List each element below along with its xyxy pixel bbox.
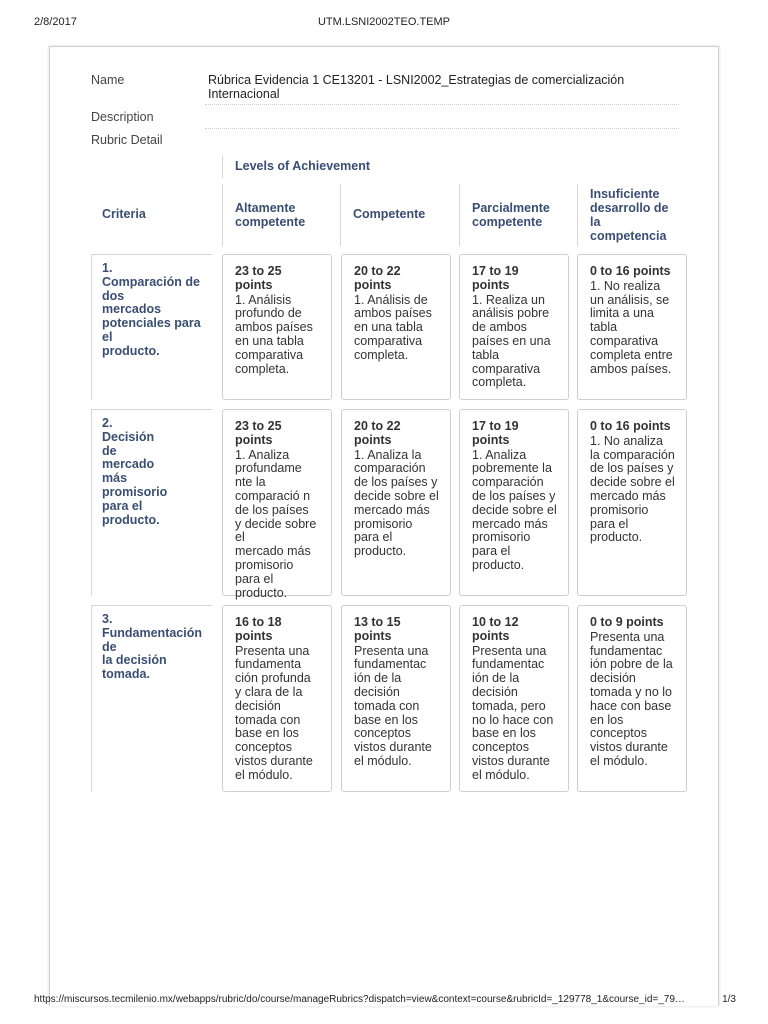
cell-points: 20 to 22 points: [354, 419, 401, 447]
print-date: 2/8/2017: [34, 16, 77, 28]
level-header-insuficiente: Insuficiente desarrollo de la competencia: [590, 187, 669, 243]
cell-description: 1. Analiza profundame nte la comparació n de los países y decide sobre el mercado más promisorio para el producto.: [235, 447, 317, 600]
rubric-cell: [341, 605, 451, 792]
criterion-2: 2. Decisión de mercado más promisorio para el producto.: [102, 416, 168, 527]
rubric-name: Rúbrica Evidencia 1 CE13201 - LSNI2002_Estrategias de comercialización Internacional: [208, 73, 625, 101]
cell-points: 23 to 25 points: [235, 264, 282, 292]
divider: [205, 104, 679, 105]
cell-points: 17 to 19 points: [472, 419, 519, 447]
cell-description: 1. Análisis de ambos países en una tabla comparativa completa.: [354, 292, 432, 362]
rubric-cell: [459, 605, 569, 792]
column-separator: [577, 184, 578, 246]
rubric-cell: [222, 409, 332, 600]
cell-description: 1. No analiza la comparación de los países y decide sobre el mercado más promisorio para el producto.: [590, 433, 675, 545]
level-header-parcialmente: Parcialmente competente: [472, 201, 550, 229]
print-page-title: UTM.LSNI2002TEO.TEMP: [317, 16, 451, 28]
cell-points: 10 to 12 points: [472, 615, 519, 643]
criteria-header: Criteria: [102, 207, 146, 221]
rubric-cell: [222, 605, 332, 792]
rubric-cell: [577, 254, 687, 400]
row-separator: [91, 254, 92, 400]
cell-description: Presenta una fundamentac ión de la decisión tomada con base en los conceptos vistos durante el módulo.: [354, 643, 432, 768]
row-separator: [91, 409, 92, 596]
rubric-cell: [459, 409, 569, 596]
cell-description: Presenta una fundamenta ción profunda y clara de la decisión tomada con base en los conceptos vistos durante el módulo.: [235, 643, 313, 782]
rubric-cell: [341, 409, 451, 596]
level-header-competente: Competente: [353, 207, 426, 221]
column-separator: [459, 184, 460, 246]
page-number: 1/3: [722, 994, 736, 1005]
cell-description: 1. Analiza la comparación de los países y decide sobre el mercado más promisorio para el producto.: [354, 447, 439, 559]
cell-points: 13 to 15 points: [354, 615, 401, 643]
cell-description: Presenta una fundamentac ión de la decisión tomada, pero no lo hace con base en los conceptos vistos durante el módulo.: [472, 643, 554, 782]
rubric-cell: [577, 605, 687, 792]
rubric-cell: [459, 254, 569, 400]
row-separator: [91, 605, 92, 792]
row-divider: [91, 605, 212, 606]
name-label: Name: [91, 73, 125, 87]
level-header-altamente: Altamente competente: [235, 201, 306, 229]
column-separator: [340, 184, 341, 246]
cell-description: 1. No realiza un análisis, se limita a una tabla comparativa completa entre ambos países.: [590, 278, 673, 376]
cell-points: 17 to 19 points: [472, 264, 519, 292]
divider: [205, 128, 679, 129]
levels-divider: [222, 156, 223, 178]
cell-points: 0 to 16 points: [590, 264, 671, 278]
criterion-1: 1. Comparación de dos mercados potenciales para el producto.: [102, 261, 201, 358]
cell-description: Presenta una fundamentac ión pobre de la decisión tomada y no lo hace con base en los conceptos vistos durante el módulo.: [590, 629, 673, 768]
row-divider: [91, 409, 212, 410]
cell-points: 16 to 18 points: [235, 615, 282, 643]
column-separator: [222, 184, 223, 246]
cell-points: 0 to 16 points: [590, 419, 671, 433]
levels-of-achievement-title: Levels of Achievement: [235, 159, 371, 173]
rubric-cell: [341, 254, 451, 400]
cell-points: 20 to 22 points: [354, 264, 401, 292]
cell-points: 0 to 9 points: [590, 615, 664, 629]
cell-description: 1. Analiza pobremente la comparación de los países y decide sobre el mercado más promisorio para el producto.: [472, 447, 557, 572]
page-url: https://miscursos.tecmilenio.mx/webapps/rubric/do/course/manageRubrics?dispatch=view&context=course&rubricId=_129778_1&course_id=_79…: [34, 994, 685, 1005]
cell-description: 1. Realiza un análisis pobre de ambos países en una tabla comparativa completa.: [472, 292, 551, 390]
rubric-cell: [222, 254, 332, 400]
rubric-detail-label: Rubric Detail: [91, 133, 163, 147]
cell-description: 1. Análisis profundo de ambos países en una tabla comparativa completa.: [235, 292, 313, 376]
row-divider: [91, 254, 212, 255]
description-label: Description: [91, 110, 154, 124]
cell-points: 23 to 25 points: [235, 419, 282, 447]
rubric-cell: [577, 409, 687, 596]
criterion-3: 3. Fundamentación de la decisión tomada.: [102, 612, 203, 682]
